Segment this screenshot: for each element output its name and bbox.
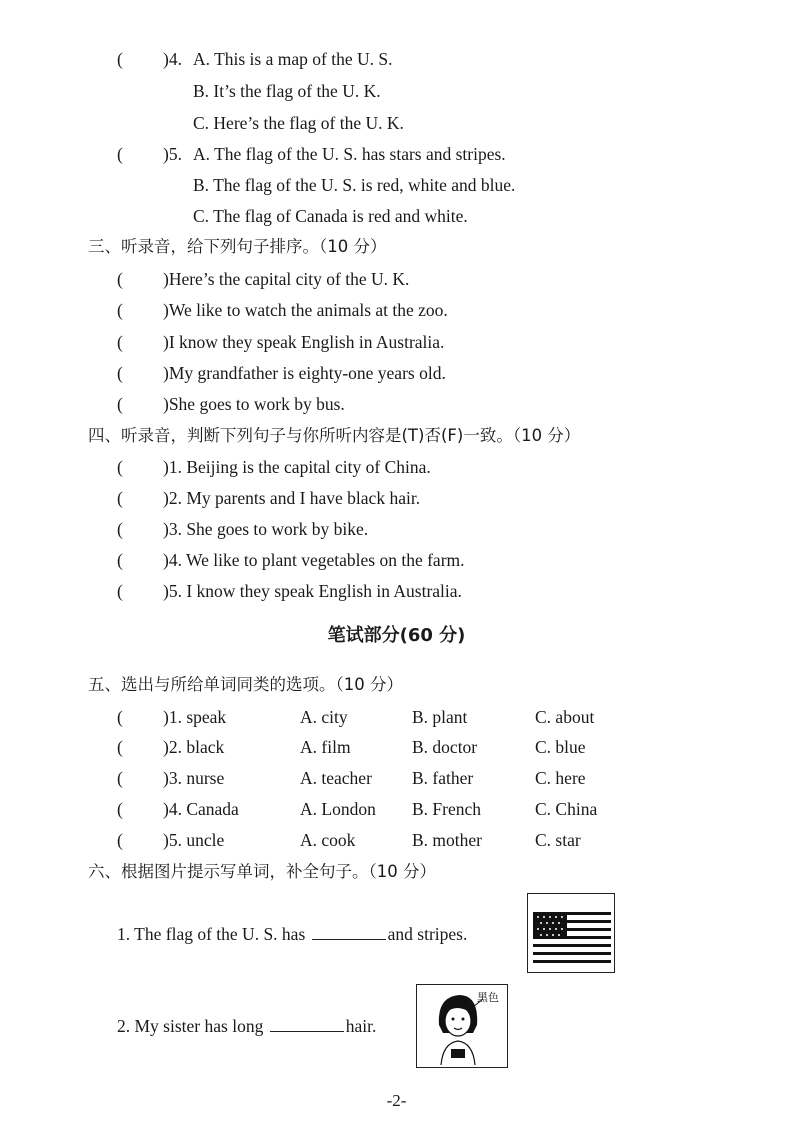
- question-text-end: hair.: [345, 1016, 377, 1036]
- answer-paren[interactable]: (: [117, 394, 123, 414]
- sentence-text: )She goes to work by bus.: [163, 394, 345, 414]
- answer-blank[interactable]: [312, 922, 386, 940]
- option-a: A. cook: [300, 830, 356, 850]
- answer-paren[interactable]: (: [117, 737, 123, 757]
- answer-paren[interactable]: (: [117, 581, 123, 601]
- option-b: B. French: [412, 799, 482, 819]
- question-number: )5.: [163, 144, 182, 164]
- answer-paren[interactable]: (: [117, 488, 123, 508]
- option-c: C. blue: [535, 737, 586, 757]
- question-text: 1. The flag of the U. S. has: [117, 924, 306, 944]
- sentence-text: )4. We like to plant vegetables on the farm.: [163, 550, 465, 570]
- us-flag-picture: [527, 893, 615, 973]
- option-a: A. The flag of the U. S. has stars and stripes.: [193, 144, 506, 164]
- answer-paren[interactable]: (: [117, 550, 123, 570]
- written-part-title: 笔试部分(60 分): [327, 625, 466, 646]
- option-a: A. This is a map of the U. S.: [193, 49, 393, 69]
- given-word: )1. speak: [163, 707, 227, 727]
- answer-blank[interactable]: [270, 1014, 344, 1032]
- option-a: A. film: [300, 737, 351, 757]
- sentence-text: )My grandfather is eighty-one years old.: [163, 363, 446, 383]
- option-b: B. It’s the flag of the U. K.: [193, 81, 381, 101]
- girl-picture: [416, 984, 508, 1068]
- answer-paren[interactable]: (: [117, 144, 123, 164]
- option-b: B. father: [412, 768, 474, 788]
- fill-in-question-1: [117, 922, 467, 945]
- sentence-text: )5. I know they speak English in Australia.: [163, 581, 462, 601]
- answer-paren[interactable]: (: [117, 830, 123, 850]
- answer-paren[interactable]: (: [117, 332, 123, 352]
- question-text: 2. My sister has long: [117, 1016, 264, 1036]
- given-word: )2. black: [163, 737, 225, 757]
- option-b: B. mother: [412, 830, 482, 850]
- option-c: C. here: [535, 768, 586, 788]
- sentence-text: )1. Beijing is the capital city of China.: [163, 457, 431, 477]
- option-a: A. city: [300, 707, 348, 727]
- option-c: C. star: [535, 830, 581, 850]
- answer-paren[interactable]: (: [117, 300, 123, 320]
- option-c: C. The flag of Canada is red and white.: [193, 206, 468, 226]
- option-b: B. plant: [412, 707, 468, 727]
- section-3-title: 三、听录音，给下列句子排序。（10 分）: [88, 237, 387, 256]
- answer-paren[interactable]: (: [117, 49, 123, 69]
- answer-paren[interactable]: (: [117, 799, 123, 819]
- page-number: -2-: [386, 1091, 407, 1110]
- answer-paren[interactable]: (: [117, 768, 123, 788]
- hint-label: 黑色: [477, 991, 499, 1004]
- fill-in-question-2: [117, 1014, 376, 1037]
- section-5-title: 五、选出与所给单词同类的选项。（10 分）: [88, 675, 403, 694]
- answer-paren[interactable]: (: [117, 269, 123, 289]
- sentence-text: )2. My parents and I have black hair.: [163, 488, 421, 508]
- option-a: A. teacher: [300, 768, 372, 788]
- option-c: C. China: [535, 799, 598, 819]
- answer-paren[interactable]: (: [117, 519, 123, 539]
- sentence-text: )I know they speak English in Australia.: [163, 332, 445, 352]
- given-word: )3. nurse: [163, 768, 225, 788]
- sentence-text: )3. She goes to work by bike.: [163, 519, 369, 539]
- option-a: A. London: [300, 799, 376, 819]
- question-text-end: and stripes.: [387, 924, 468, 944]
- sentence-text: )Here’s the capital city of the U. K.: [163, 269, 410, 289]
- question-number: )4.: [163, 49, 182, 69]
- section-6-title: 六、根据图片提示写单词，补全句子。（10 分）: [88, 862, 436, 881]
- answer-paren[interactable]: (: [117, 363, 123, 383]
- sentence-text: )We like to watch the animals at the zoo.: [163, 300, 448, 320]
- given-word: )5. uncle: [163, 830, 225, 850]
- section-4-title: 四、听录音，判断下列句子与你所听内容是(T)否(F)一致。（10 分）: [88, 426, 581, 445]
- answer-paren[interactable]: (: [117, 707, 123, 727]
- option-c: C. about: [535, 707, 595, 727]
- answer-paren[interactable]: (: [117, 457, 123, 477]
- given-word: )4. Canada: [163, 799, 239, 819]
- option-b: B. The flag of the U. S. is red, white and blue.: [193, 175, 516, 195]
- us-flag-icon: [528, 894, 614, 972]
- option-c: C. Here’s the flag of the U. K.: [193, 113, 404, 133]
- option-b: B. doctor: [412, 737, 478, 757]
